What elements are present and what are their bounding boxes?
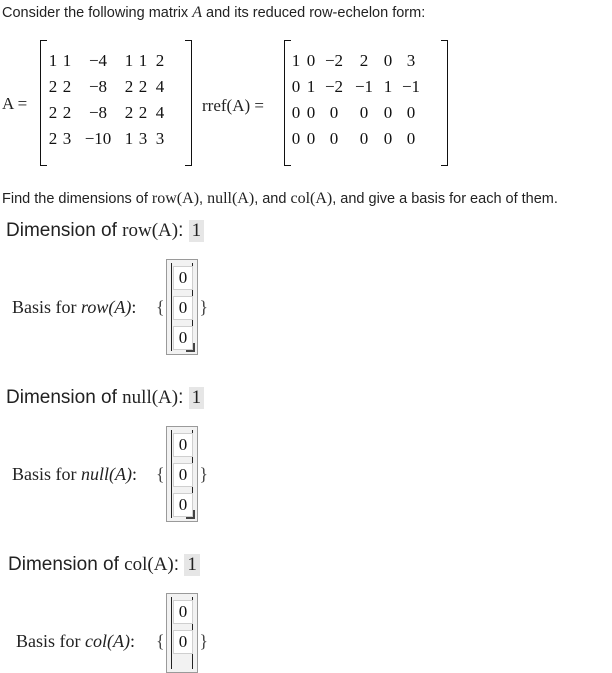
matrix-cell: 0 [383, 51, 393, 70]
null-basis-matrix-box[interactable] [166, 426, 198, 522]
left-brace-icon: { [156, 464, 165, 484]
matrix-rref-row [289, 48, 425, 74]
matrix-cell: 2 [138, 77, 148, 96]
matrix-cell: 1 [124, 51, 134, 70]
left-brace-icon: { [156, 631, 165, 651]
col-dimension-input[interactable]: 1 [184, 554, 200, 576]
col-basis-math: col(A) [85, 631, 130, 651]
row-dimension-colon: : [178, 220, 184, 241]
matrix-cell: 1 [124, 129, 134, 148]
null-basis-colon: : [132, 464, 138, 484]
matrix-cell: 0 [383, 103, 393, 122]
resize-handle-icon[interactable] [186, 510, 195, 519]
matrix-rref-row [289, 126, 425, 152]
row-basis-text: Basis for [12, 297, 81, 317]
intro-var: A [192, 4, 202, 21]
matrix-cell: 1 [48, 51, 58, 70]
prompt-math-null: null(A) [207, 190, 255, 207]
matrix-cell: 2 [124, 77, 134, 96]
intro-text [2, 4, 425, 22]
row-basis-matrix-box[interactable] [166, 259, 198, 355]
matrix-cell: 0 [306, 103, 316, 122]
vector-entry-input[interactable]: 0 [173, 600, 193, 624]
vector-entry-input[interactable]: 0 [173, 493, 193, 517]
null-basis-vector [156, 426, 208, 522]
matrix-cell: 0 [383, 129, 393, 148]
matrix-cell: 0 [291, 103, 301, 122]
matrix-cell: 2 [48, 77, 58, 96]
left-brace-icon: { [156, 297, 165, 317]
intro-after: and its reduced row-echelon form: [201, 5, 426, 21]
matrix-cell: −1 [354, 77, 374, 96]
right-brace-icon: } [199, 631, 208, 651]
matrix-cell: 0 [329, 103, 339, 122]
matrix-cell: 1 [383, 77, 393, 96]
row-basis-math: row(A) [81, 297, 132, 317]
prompt-part: , and give a basis for each of them. [332, 191, 558, 207]
col-basis-text: Basis for [16, 631, 85, 651]
matrix-cell: −2 [324, 51, 344, 70]
prompt-part: , and [254, 191, 291, 207]
matrix-cell: 2 [124, 103, 134, 122]
row-basis-label [12, 297, 136, 318]
row-basis-colon: : [131, 297, 137, 317]
prompt-math-col: col(A) [290, 190, 333, 207]
matrix-cell: 2 [48, 103, 58, 122]
matrix-a-body [46, 48, 170, 152]
matrix-rref-body [289, 48, 425, 152]
matrix-cell: 3 [406, 51, 416, 70]
col-dimension-label [8, 554, 200, 576]
matrix-cell: 2 [138, 103, 148, 122]
matrix-a-right-bracket [185, 40, 192, 166]
null-dimension-text: Dimension of [6, 387, 123, 408]
matrix-rref-right-bracket [441, 40, 448, 166]
prompt-text [2, 190, 558, 208]
matrix-cell: 0 [359, 103, 369, 122]
matrix-cell: 0 [291, 77, 301, 96]
matrix-cell: 3 [62, 129, 72, 148]
matrix-cell: 1 [291, 51, 301, 70]
matrix-cell: 2 [48, 129, 58, 148]
matrix-cell: 0 [291, 129, 301, 148]
col-basis-label [16, 631, 135, 652]
matrix-cell: 2 [359, 51, 369, 70]
vector-entry-input[interactable]: 0 [173, 296, 193, 320]
col-basis-colon: : [129, 631, 135, 651]
matrix-cell: 4 [155, 77, 165, 96]
vector-entry-input[interactable]: 0 [173, 433, 193, 457]
null-basis-label [12, 464, 137, 485]
matrix-cell: 4 [155, 103, 165, 122]
prompt-part: Find the dimensions of [2, 191, 152, 207]
right-brace-icon: } [199, 297, 208, 317]
col-basis-vector [156, 593, 208, 673]
matrix-a [40, 40, 192, 166]
null-dimension-label [6, 387, 204, 409]
matrix-cell: −4 [88, 51, 108, 70]
resize-handle-icon[interactable] [186, 343, 195, 352]
right-brace-icon: } [199, 464, 208, 484]
matrix-cell: −1 [401, 77, 421, 96]
row-dimension-math: row(A) [122, 220, 179, 241]
null-dimension-math: null(A) [122, 387, 179, 408]
matrix-rref-label: rref(A) = [202, 96, 264, 115]
prompt-part: , [199, 191, 208, 207]
matrix-cell: 2 [62, 103, 72, 122]
vector-entry-input[interactable]: 0 [173, 326, 193, 350]
matrix-cell: −8 [88, 103, 108, 122]
null-dimension-colon: : [178, 387, 184, 408]
matrix-rref-row [289, 100, 425, 126]
matrix-cell: 0 [406, 103, 416, 122]
col-dimension-text: Dimension of [8, 554, 125, 575]
matrix-cell: 0 [406, 129, 416, 148]
matrix-a-row [46, 74, 170, 100]
matrix-a-row [46, 100, 170, 126]
matrix-cell: −8 [88, 77, 108, 96]
prompt-math-row: row(A) [151, 190, 200, 207]
col-dimension-colon: : [173, 554, 180, 575]
vector-entry-input[interactable]: 0 [173, 463, 193, 487]
matrix-cell: −10 [84, 129, 112, 148]
matrix-cell: 3 [155, 129, 165, 148]
matrix-cell: 2 [155, 51, 165, 70]
null-basis-text: Basis for [12, 464, 81, 484]
matrix-rref [284, 40, 448, 166]
matrix-cell: 0 [306, 129, 316, 148]
vector-entry-input[interactable]: 0 [173, 266, 193, 290]
row-dimension-input[interactable]: 1 [189, 220, 205, 242]
matrix-cell: 0 [329, 129, 339, 148]
matrix-cell: −2 [324, 77, 344, 96]
matrix-rref-row [289, 74, 425, 100]
col-dimension-math: col(A) [124, 554, 174, 575]
row-basis-vector [156, 259, 208, 355]
matrix-cell: 3 [138, 129, 148, 148]
row-dimension-label [6, 220, 204, 242]
matrix-cell: 0 [306, 51, 316, 70]
vector-entry-input[interactable]: 0 [173, 630, 193, 654]
matrix-cell: 1 [138, 51, 148, 70]
matrix-cell: 2 [62, 77, 72, 96]
null-basis-math: null(A) [81, 464, 132, 484]
matrix-cell: 1 [306, 77, 316, 96]
col-basis-matrix-box[interactable] [166, 593, 198, 673]
row-dimension-text: Dimension of [6, 220, 123, 241]
matrix-cell: 0 [359, 129, 369, 148]
matrix-a-row [46, 48, 170, 74]
matrix-a-row [46, 126, 170, 152]
null-dimension-input[interactable]: 1 [189, 387, 205, 409]
matrix-cell: 1 [62, 51, 72, 70]
intro-before: Consider the following matrix [2, 5, 193, 21]
matrix-a-label: A = [2, 94, 28, 113]
